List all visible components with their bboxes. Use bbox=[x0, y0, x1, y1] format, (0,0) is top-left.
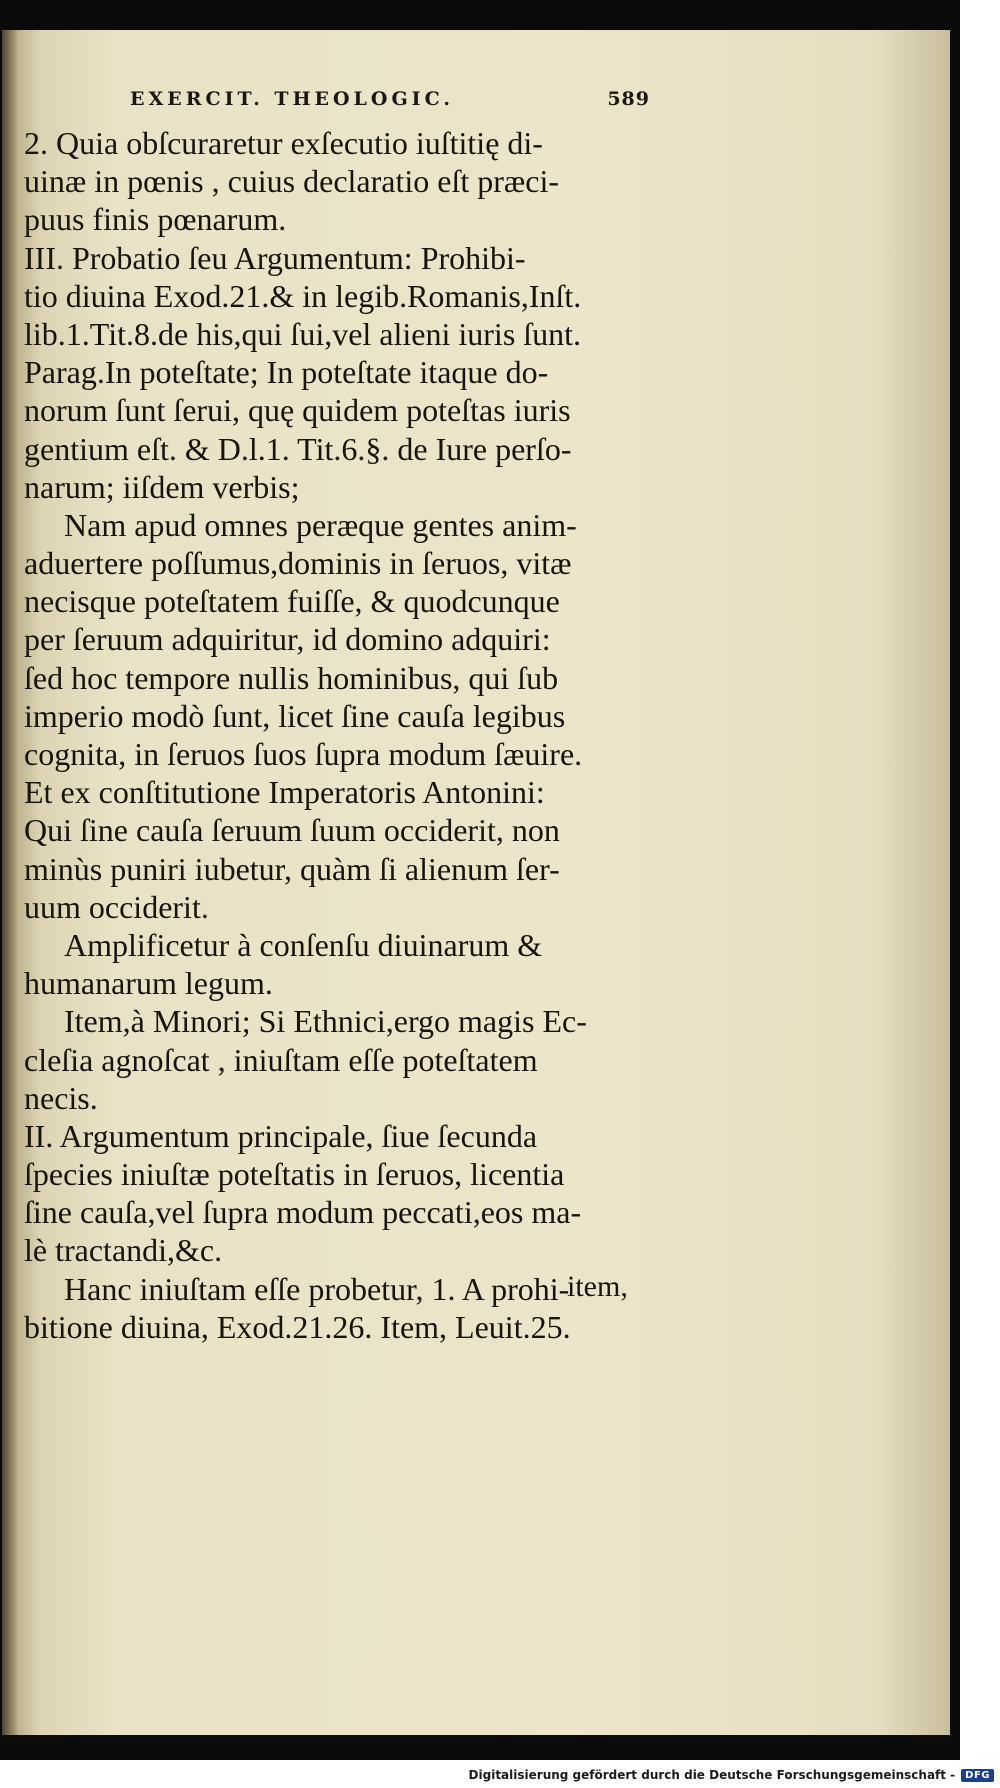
text-line: necis. bbox=[24, 1079, 98, 1116]
text-line: ſine cauſa,vel ſupra modum peccati,eos ma- bbox=[24, 1194, 582, 1231]
body-text bbox=[24, 124, 654, 1346]
text-line: cleſia agnoſcat , iniuſtam eſſe poteſtatem bbox=[24, 1041, 538, 1078]
book-page bbox=[2, 30, 950, 1735]
text-line: 2. Quia obſcuraretur exſecutio iuſtitię di- bbox=[24, 125, 543, 161]
text-line: humanarum legum. bbox=[24, 965, 273, 1002]
text-line: bitione diuina, Exod.21.26. Item, Leuit.25. bbox=[24, 1308, 571, 1345]
text-line: lè tractandi,&c. bbox=[24, 1232, 223, 1269]
text-line: Et ex conſtitutione Imperatoris Antonini: bbox=[24, 774, 545, 811]
catchword: item, bbox=[567, 1270, 628, 1303]
text-line: per ſeruum adquiritur, id domino adquiri: bbox=[24, 621, 551, 658]
text-line: uinæ in pœnis , cuius declaratio eſt præci- bbox=[24, 163, 559, 200]
digitization-footer bbox=[469, 1768, 994, 1782]
text-line: narum; iiſdem verbis; bbox=[24, 468, 300, 505]
text-line: necisque poteſtatem fuiſſe, & quodcunque bbox=[24, 583, 560, 620]
text-line: II. Argumentum principale, ſiue ſecunda bbox=[24, 1117, 538, 1154]
text-line: ſpecies iniuſtæ poteſtatis in ſeruos, licentia bbox=[24, 1156, 565, 1193]
text-line: uum occiderit. bbox=[24, 888, 209, 925]
text-line: minùs puniri iubetur, quàm ſi alienum ſer- bbox=[24, 850, 560, 887]
text-line: Qui ſine cauſa ſeruum ſuum occiderit, non bbox=[24, 812, 560, 849]
text-line: cognita, in ſeruos ſuos ſupra modum ſæuire. bbox=[24, 736, 583, 772]
text-line: gentium eſt. & D.l.1. Tit.6.§. de Iure perſo- bbox=[24, 430, 572, 467]
text-line: lib.1.Tit.8.de his,qui ſui,vel alieni iuris ſunt. bbox=[24, 315, 582, 352]
text-line: Parag.In poteſtate; In poteſtate itaque do- bbox=[24, 354, 549, 391]
text-line: III. Probatio ſeu Argumentum: Prohibi- bbox=[24, 239, 526, 276]
text-line: norum ſunt ſerui, quę quidem poteſtas iuris bbox=[24, 392, 571, 429]
text-line: Hanc iniuſtam eſſe probetur, 1. A prohi- bbox=[64, 1270, 570, 1307]
funding-credit: Digitalisierung gefördert durch die Deutsche Forschungsgemeinschaft - bbox=[468, 1768, 956, 1782]
running-head bbox=[130, 88, 650, 110]
page-number: 589 bbox=[607, 88, 650, 110]
text-line: ſed hoc tempore nullis hominibus, qui ſub bbox=[24, 659, 559, 696]
text-line: aduertere poſſumus,dominis in ſeruos, vitæ bbox=[24, 545, 572, 582]
text-line: imperio modò ſunt, licet ſine cauſa legibus bbox=[24, 697, 566, 734]
dfg-logo: DFG bbox=[961, 1769, 994, 1782]
text-line: tio diuina Exod.21.& in legib.Romanis,Inſt. bbox=[24, 277, 582, 314]
text-line: Item,à Minori; Si Ethnici,ergo magis Ec- bbox=[64, 1003, 587, 1040]
text-line: puus finis pœnarum. bbox=[24, 201, 287, 238]
text-line: Nam apud omnes peræque gentes anim- bbox=[64, 506, 577, 543]
text-line: Amplificetur à conſenſu diuinarum & bbox=[64, 926, 543, 963]
running-title: EXERCIT. THEOLOGIC. bbox=[130, 88, 454, 110]
